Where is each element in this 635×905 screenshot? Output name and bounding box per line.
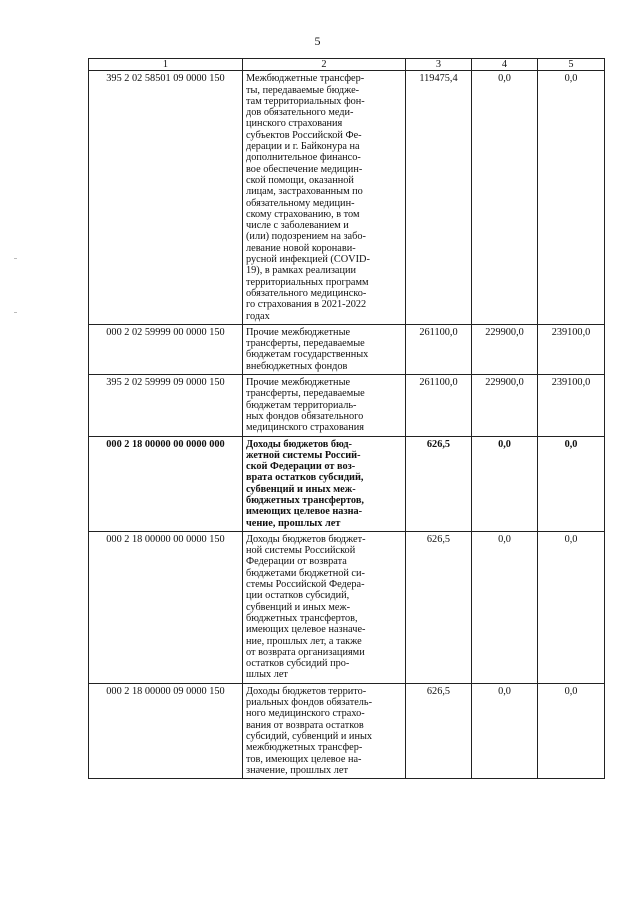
column-header-1: 1 xyxy=(89,59,243,71)
description-line: ции остатков субсидий, xyxy=(246,590,350,602)
amount-cell-v5: 0,0 xyxy=(538,71,605,325)
description-cell xyxy=(243,71,406,325)
amount-cell-v4: 229900,0 xyxy=(472,324,538,374)
description-line: медицинского страхования xyxy=(246,422,364,434)
amount-cell-v5: 239100,0 xyxy=(538,375,605,436)
table-row xyxy=(89,71,605,325)
budget-code-cell: 395 2 02 59999 09 0000 150 xyxy=(89,375,243,436)
budget-code-cell: 000 2 18 00000 00 0000 000 xyxy=(89,436,243,531)
description-line: имеющих целевое назна- xyxy=(246,506,363,518)
description-cell xyxy=(243,324,406,374)
description-line: числе с заболеванием и xyxy=(246,220,349,232)
amount-cell-v4: 229900,0 xyxy=(472,375,538,436)
description-line: бюджетам государственных xyxy=(246,349,369,361)
description-line: русной инфекцией (COVID- xyxy=(246,254,370,266)
description-line: (или) подозрением на забо- xyxy=(246,231,366,243)
description-line: дов обязательного меди- xyxy=(246,107,354,119)
description-line: трансферты, передаваемые xyxy=(246,388,365,400)
description-line: территориальных программ xyxy=(246,276,369,288)
description-line: 19), в рамках реализации xyxy=(246,265,357,277)
description-line: субвенций и иных меж- xyxy=(246,483,356,495)
budget-code-cell: 395 2 02 58501 09 0000 150 xyxy=(89,71,243,325)
description-line: го страхования в 2021-2022 xyxy=(246,299,367,311)
table-row xyxy=(89,683,605,778)
description-line: скому страхованию, в том xyxy=(246,208,360,220)
column-header-3: 3 xyxy=(406,59,472,71)
description-line: субъектов Российской Фе- xyxy=(246,129,362,141)
column-header-5: 5 xyxy=(538,59,605,71)
amount-cell-v3: 626,5 xyxy=(406,436,472,531)
table-row xyxy=(89,375,605,436)
description-line: вания от возврата остатков xyxy=(246,719,364,731)
description-line: бюджетных трансфертов, xyxy=(246,494,364,506)
description-line: Федерации от возврата xyxy=(246,556,347,568)
table-row xyxy=(89,324,605,374)
table-row xyxy=(89,436,605,531)
description-line: врата остатков субсидий, xyxy=(246,472,364,484)
description-line: внебюджетных фондов xyxy=(246,360,348,372)
description-line: бюджетами бюджетной си- xyxy=(246,567,365,579)
description-line: левание новой коронави- xyxy=(246,242,356,254)
description-line: остатков субсидий про- xyxy=(246,658,350,670)
description-line: годах xyxy=(246,310,270,322)
page-number: 5 xyxy=(314,34,321,48)
description-line: субвенций и иных меж- xyxy=(246,601,351,613)
description-line: ской Федерации от воз- xyxy=(246,461,356,473)
description-line: цинского страхования xyxy=(246,118,343,130)
amount-cell-v4: 0,0 xyxy=(472,531,538,683)
description-cell xyxy=(243,531,406,683)
description-cell xyxy=(243,683,406,778)
description-line: значение, прошлых лет xyxy=(246,764,348,776)
description-line: тов, имеющих целевое на- xyxy=(246,753,362,765)
description-line: обязательному медицин- xyxy=(246,197,355,209)
description-line: там территориальных фон- xyxy=(246,95,365,107)
amount-cell-v4: 0,0 xyxy=(472,71,538,325)
description-cell xyxy=(243,375,406,436)
description-line: обязательного медицинско- xyxy=(246,287,367,299)
description-line: трансферты, передаваемые xyxy=(246,338,365,350)
amount-cell-v3: 119475,4 xyxy=(406,71,472,325)
margin-mark xyxy=(14,258,17,259)
column-header-2: 2 xyxy=(243,59,406,71)
amount-cell-v5: 0,0 xyxy=(538,436,605,531)
description-line: бюджетам территориаль- xyxy=(246,399,357,411)
amount-cell-v3: 261100,0 xyxy=(406,324,472,374)
margin-mark xyxy=(14,312,17,313)
amount-cell-v3: 626,5 xyxy=(406,531,472,683)
description-line: Прочие межбюджетные xyxy=(246,377,351,389)
amount-cell-v3: 626,5 xyxy=(406,683,472,778)
description-line: дерации и г. Байконура на xyxy=(246,141,360,153)
budget-table xyxy=(88,58,605,779)
description-line: ной системы Российской xyxy=(246,545,356,557)
description-line: ние, прошлых лет, а также xyxy=(246,635,362,647)
description-line: риальных фондов обязатель- xyxy=(246,697,373,709)
description-line: Доходы бюджетов бюджет- xyxy=(246,533,366,545)
budget-code-cell: 000 2 18 00000 09 0000 150 xyxy=(89,683,243,778)
description-line: лицам, застрахованным по xyxy=(246,186,363,198)
description-line: стемы Российской Федера- xyxy=(246,579,365,591)
description-line: ных фондов обязательного xyxy=(246,410,364,422)
amount-cell-v5: 0,0 xyxy=(538,683,605,778)
description-line: субсидий, субвенций и иных xyxy=(246,730,373,742)
amount-cell-v3: 261100,0 xyxy=(406,375,472,436)
description-line: Межбюджетные трансфер- xyxy=(246,73,365,85)
amount-cell-v5: 0,0 xyxy=(538,531,605,683)
description-cell xyxy=(243,436,406,531)
description-line: от возврата организациями xyxy=(246,646,365,658)
amount-cell-v5: 239100,0 xyxy=(538,324,605,374)
description-line: Прочие межбюджетные xyxy=(246,326,351,338)
description-line: ного медицинского страхо- xyxy=(246,708,365,720)
budget-code-cell: 000 2 18 00000 00 0000 150 xyxy=(89,531,243,683)
description-line: межбюджетных трансфер- xyxy=(246,742,363,754)
table-row xyxy=(89,531,605,683)
budget-code-cell: 000 2 02 59999 00 0000 150 xyxy=(89,324,243,374)
description-line: шлых лет xyxy=(246,669,288,681)
description-line: бюджетных трансфертов, xyxy=(246,612,358,624)
description-line: вое обеспечение медицин- xyxy=(246,163,363,175)
column-header-4: 4 xyxy=(472,59,538,71)
description-line: Доходы бюджетов террито- xyxy=(246,685,367,697)
amount-cell-v4: 0,0 xyxy=(472,683,538,778)
description-line: чение, прошлых лет xyxy=(246,517,341,529)
amount-cell-v4: 0,0 xyxy=(472,436,538,531)
description-line: дополнительное финансо- xyxy=(246,152,361,164)
description-line: жетной системы Россий- xyxy=(246,449,361,461)
header-row xyxy=(89,59,605,71)
description-line: имеющих целевое назначе- xyxy=(246,624,366,636)
description-line: ты, передаваемые бюдже- xyxy=(246,84,360,96)
description-line: ской помощи, оказанной xyxy=(246,174,354,186)
description-line: Доходы бюджетов бюд- xyxy=(246,438,352,450)
